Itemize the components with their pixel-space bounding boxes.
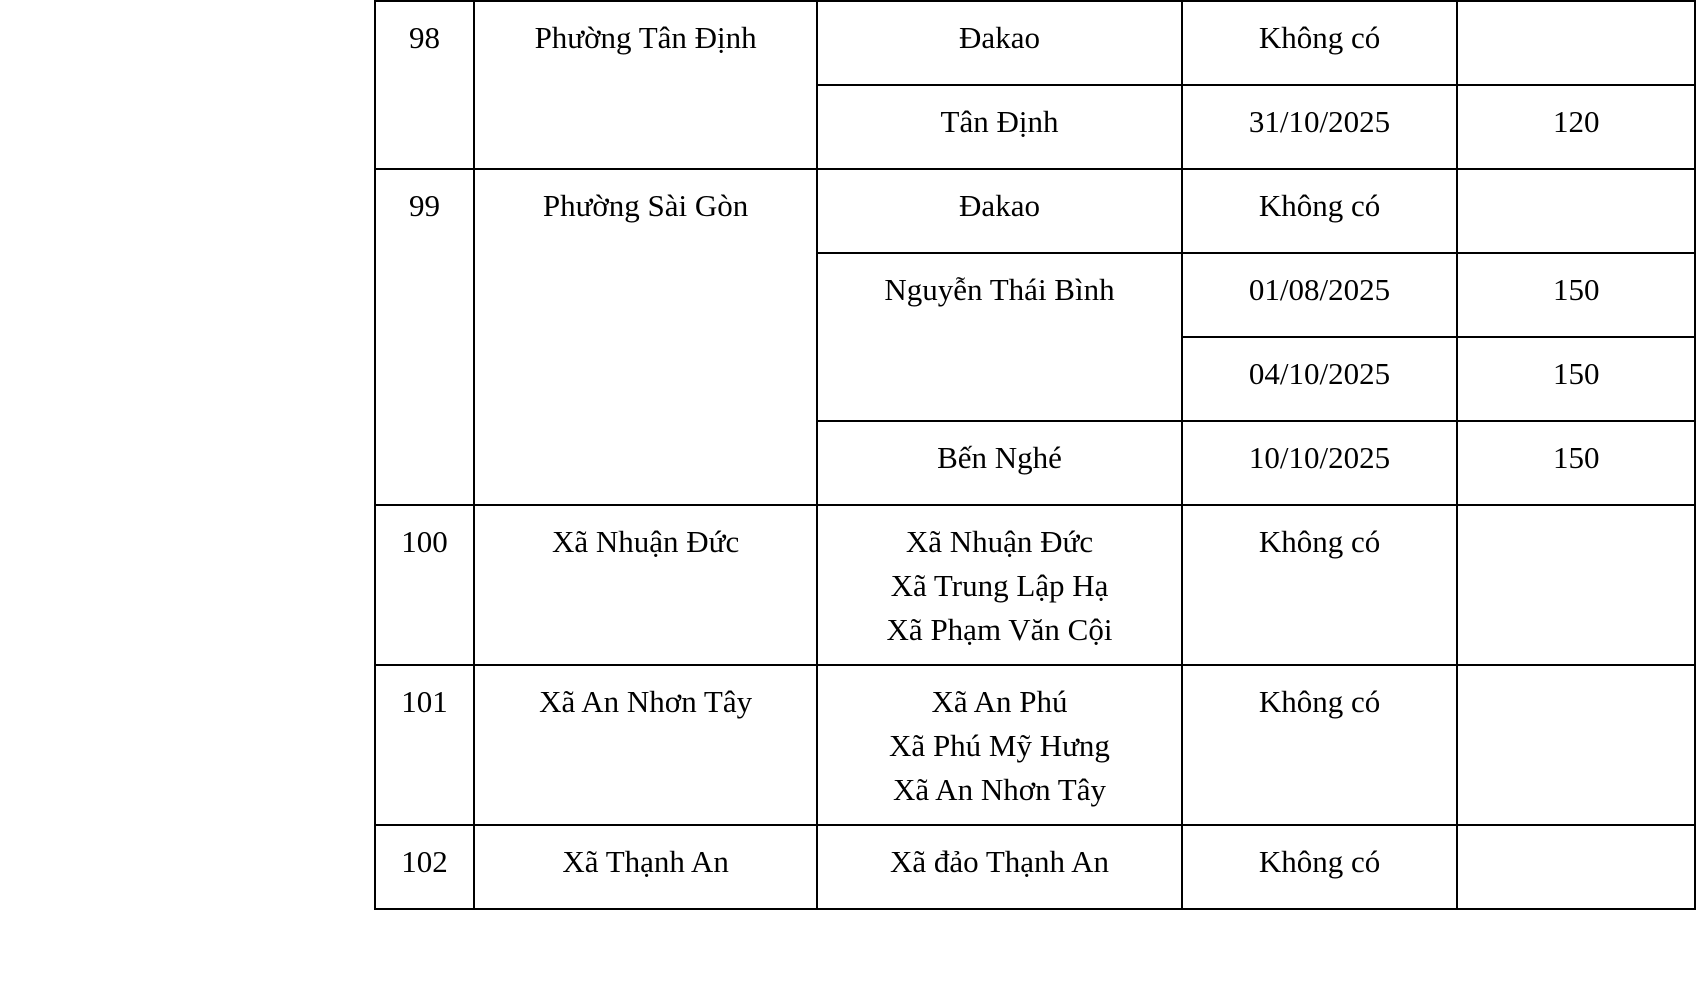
table-row: [375, 169, 1695, 253]
qty-cell: 150: [1457, 253, 1695, 337]
new-unit-cell: Xã Nhuận Đức: [474, 505, 817, 665]
old-unit-cell: [817, 505, 1181, 665]
old-unit-line: Xã An Phú: [931, 684, 1068, 719]
stt-cell: 101: [375, 665, 474, 825]
date-cell: Không có: [1182, 169, 1458, 253]
new-unit-cell: Phường Tân Định: [474, 1, 817, 169]
date-cell: 04/10/2025: [1182, 337, 1458, 421]
table-row: [375, 665, 1695, 825]
new-unit-cell: Xã An Nhơn Tây: [474, 665, 817, 825]
new-unit-cell: Phường Sài Gòn: [474, 169, 817, 505]
old-unit-line: Xã Phú Mỹ Hưng: [889, 728, 1110, 763]
new-unit-cell: Xã Thạnh An: [474, 825, 817, 909]
old-unit-cell: Đakao: [817, 169, 1181, 253]
date-cell: 31/10/2025: [1182, 85, 1458, 169]
schedule-table: [374, 0, 1696, 910]
table-row: [375, 1, 1695, 85]
qty-cell: [1457, 825, 1695, 909]
old-unit-line: Xã Trung Lập Hạ: [890, 568, 1109, 603]
qty-cell: [1457, 505, 1695, 665]
old-unit-cell: Bến Nghé: [817, 421, 1181, 505]
old-unit-cell: Tân Định: [817, 85, 1181, 169]
stt-cell: 102: [375, 825, 474, 909]
qty-cell: 120: [1457, 85, 1695, 169]
old-unit-line: Xã Nhuận Đức: [905, 524, 1094, 559]
old-unit-cell: Đakao: [817, 1, 1181, 85]
qty-cell: [1457, 1, 1695, 85]
date-cell: Không có: [1182, 1, 1458, 85]
old-unit-cell: Nguyễn Thái Bình: [817, 253, 1181, 421]
table-row: [375, 825, 1695, 909]
date-cell: Không có: [1182, 665, 1458, 825]
old-unit-cell: [817, 665, 1181, 825]
table-row: [375, 505, 1695, 665]
date-cell: Không có: [1182, 505, 1458, 665]
stt-cell: 98: [375, 1, 474, 169]
old-unit-line: Xã An Nhơn Tây: [893, 772, 1106, 807]
stt-cell: 100: [375, 505, 474, 665]
date-cell: 01/08/2025: [1182, 253, 1458, 337]
stt-cell: 99: [375, 169, 474, 505]
qty-cell: 150: [1457, 337, 1695, 421]
qty-cell: [1457, 169, 1695, 253]
date-cell: 10/10/2025: [1182, 421, 1458, 505]
date-cell: Không có: [1182, 825, 1458, 909]
old-unit-cell: Xã đảo Thạnh An: [817, 825, 1181, 909]
qty-cell: [1457, 665, 1695, 825]
old-unit-line: Xã Phạm Văn Cội: [886, 612, 1113, 647]
qty-cell: 150: [1457, 421, 1695, 505]
